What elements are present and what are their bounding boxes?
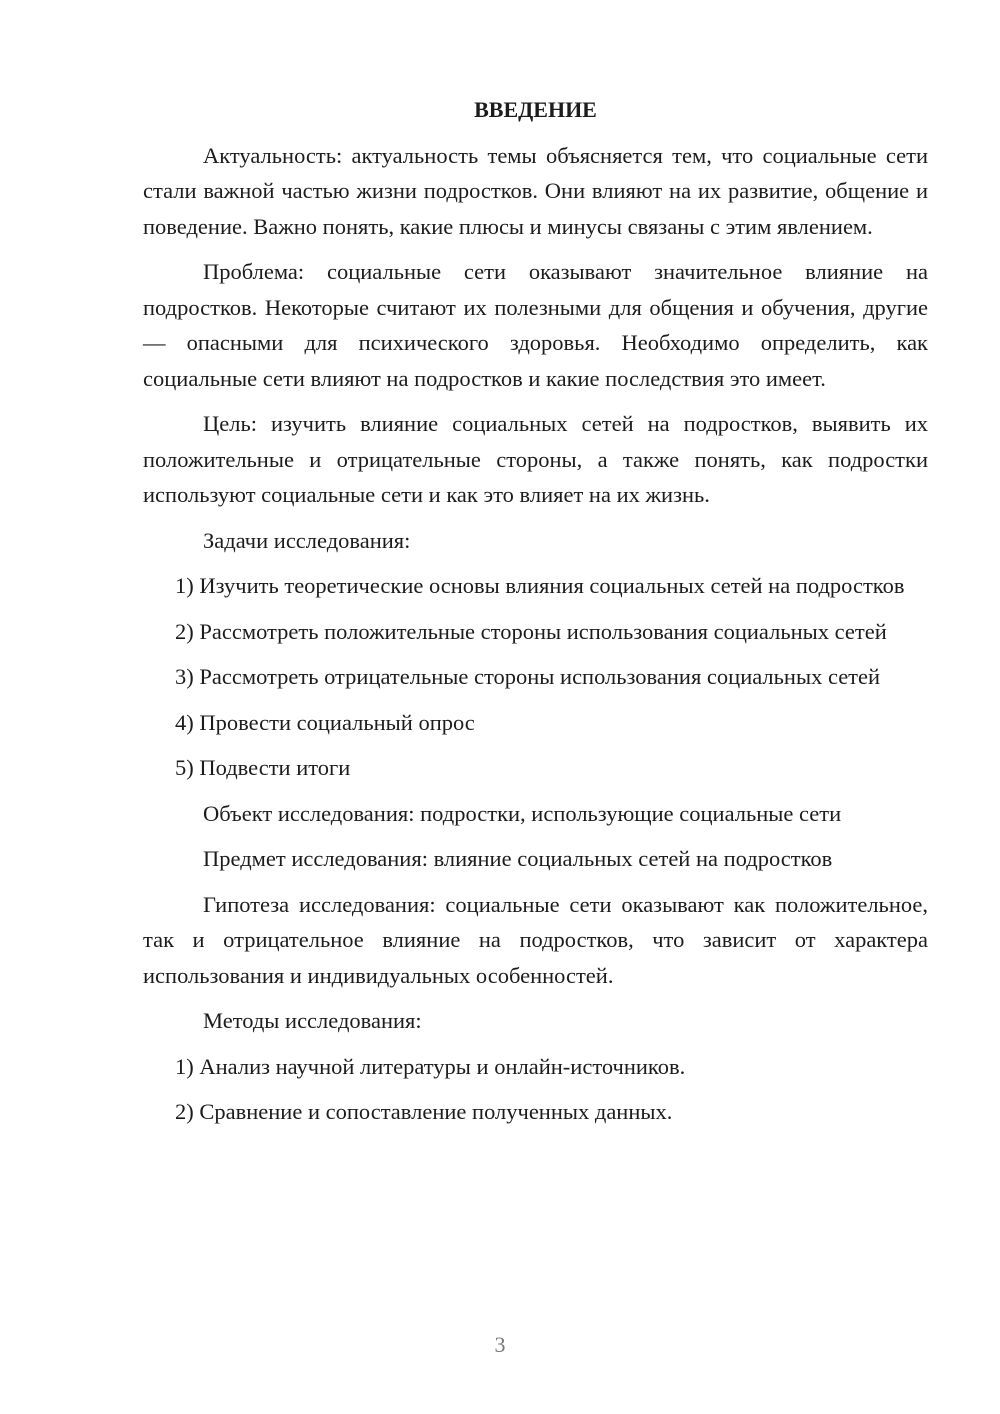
method-item: 1) Анализ научной литературы и онлайн-источников. <box>175 1053 686 1079</box>
document-page <box>143 92 928 1140</box>
task-item: 1) Изучить теоретические основы влияния социальных сетей на подростков <box>175 573 905 598</box>
task-item: 3) Рассмотреть отрицательные стороны использования социальных сетей <box>175 664 881 689</box>
section-title: ВВЕДЕНИЕ <box>474 97 597 122</box>
methods-heading: Методы исследования: <box>203 1008 422 1033</box>
task-item: 4) Провести социальный опрос <box>175 709 475 735</box>
hypothesis-paragraph: Гипотеза исследования: социальные сети оказывают как положительное, так и отрицательное влияние на подростков, что зависит от характера использования и индивидуальных особенностей. <box>143 891 928 988</box>
page-number: 3 <box>494 1332 506 1357</box>
relevance-paragraph: Актуальность: актуальность темы объясняется тем, что социальные сети стали важной частью жизни подростков. Они влияют на их развитие, общение и поведение. Важно понять, какие плюсы и минусы связаны с этим явлением. <box>143 142 928 239</box>
task-item: 5) Подвести итоги <box>175 755 351 780</box>
tasks-heading: Задачи исследования: <box>203 527 411 553</box>
goal-paragraph: Цель: изучить влияние социальных сетей на подростков, выявить их положительные и отрицательные стороны, а также понять, как подростки используют социальные сети и как это влияет на их жизнь. <box>143 411 928 507</box>
object-line: Объект исследования: подростки, использующие социальные сети <box>203 800 842 826</box>
method-item: 2) Сравнение и сопоставление полученных данных. <box>175 1099 673 1124</box>
subject-line: Предмет исследования: влияние социальных сетей на подростков <box>203 846 833 871</box>
task-item: 2) Рассмотреть положительные стороны использования социальных сетей <box>175 618 887 644</box>
problem-paragraph: Проблема: социальные сети оказывают значительное влияние на подростков. Некоторые считают их полезными для общения и обучения, другие — опасными для психического здоровья. Необходимо определить, как социальные сети влияют на подростков и какие последствия это имеет. <box>143 259 928 391</box>
